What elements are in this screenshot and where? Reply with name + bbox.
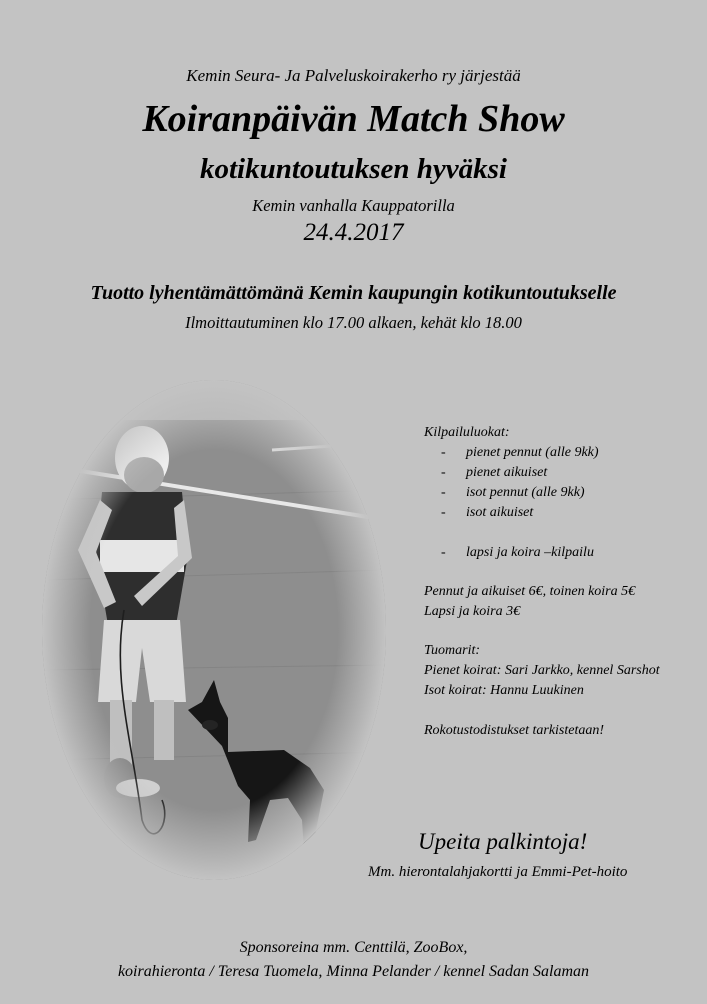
prizes-detail: Mm. hierontalahjakortti ja Emmi-Pet-hoito [368,864,628,880]
class-item: isot aikuiset [466,505,534,520]
class-item: pienet pennut (alle 9kk) [466,445,599,460]
list-dash: - [441,505,446,520]
class-item: lapsi ja koira –kilpailu [466,545,594,560]
fees-line-2: Lapsi ja koira 3€ [424,604,521,619]
registration-line: Ilmoittautuminen klo 17.00 alkaen, kehät klo 18.00 [185,313,522,332]
list-dash: - [441,485,446,500]
classes-heading: Kilpailuluokat: [424,425,510,440]
organizer-line: Kemin Seura- Ja Palveluskoirakerho ry järjestää [186,66,521,85]
list-dash: - [441,545,446,560]
event-title: Koiranpäivän Match Show [142,98,565,140]
fees-line-1: Pennut ja aikuiset 6€, toinen koira 5€ [424,584,636,599]
event-subtitle: kotikuntoutuksen hyväksi [200,153,507,185]
list-dash: - [441,465,446,480]
proceeds-line: Tuotto lyhentämättömänä Kemin kaupungin kotikuntoutukselle [90,282,617,304]
sponsors-line-2: koirahieronta / Teresa Tuomela, Minna Pelander / kennel Sadan Salaman [117,963,590,980]
event-date: 24.4.2017 [303,219,404,246]
judge-large-dogs: Isot koirat: Hannu Luukinen [424,683,584,698]
judges-heading: Tuomarit: [424,643,481,658]
judge-small-dogs: Pienet koirat: Sari Jarkko, kennel Sarshot [424,663,660,678]
prizes-heading: Upeita palkintoja! [418,829,588,854]
class-item: isot pennut (alle 9kk) [466,485,585,500]
boy-and-dog-photo [42,380,387,880]
vaccination-note: Rokotustodistukset tarkistetaan! [424,723,605,738]
event-location: Kemin vanhalla Kauppatorilla [252,196,455,215]
sponsors-line-1: Sponsoreina mm. Centtilä, ZooBox, [239,939,468,956]
class-item: pienet aikuiset [466,465,548,480]
list-dash: - [441,445,446,460]
